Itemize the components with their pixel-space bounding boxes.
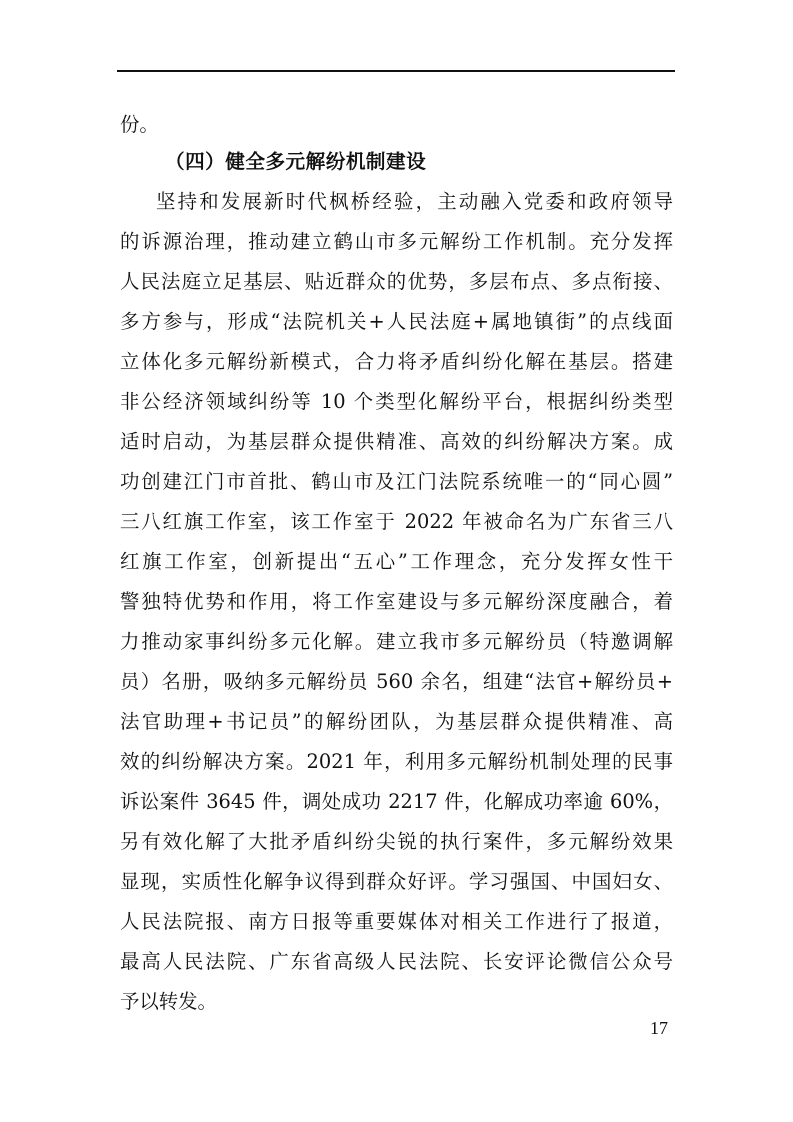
paragraph-line: 诉讼案件 3645 件，调处成功 2217 件，化解成功率逾 60%， <box>120 790 673 813</box>
page-number: 17 <box>650 1018 668 1038</box>
paragraph-line: 员）名册，吸纳多元解纷员 560 余名，组建“法官+解纷员+ <box>120 670 673 693</box>
paragraph-line: 人民法庭立足基层、贴近群众的优势，多层布点、多点衔接、 <box>120 270 673 293</box>
paragraph-line: 三八红旗工作室，该工作室于 2022 年被命名为广东省三八 <box>120 510 673 533</box>
section-heading: （四）健全多元解纷机制建设 <box>165 150 427 173</box>
paragraph-line: 另有效化解了大批矛盾纠纷尖锐的执行案件，多元解纷效果 <box>120 830 673 853</box>
header-rule <box>117 70 675 72</box>
paragraph-line: 的诉源治理，推动建立鹤山市多元解纷工作机制。充分发挥 <box>120 230 673 253</box>
paragraph-line: 予以转发。 <box>120 990 217 1013</box>
paragraph-line: 红旗工作室，创新提出“五心”工作理念，充分发挥女性干 <box>120 550 673 573</box>
paragraph-line: 显现，实质性化解争议得到群众好评。学习强国、中国妇女、 <box>120 870 673 893</box>
paragraph-line: 警独特优势和作用，将工作室建设与多元解纷深度融合，着 <box>120 590 673 613</box>
paragraph-line: 最高人民法院、广东省高级人民法院、长安评论微信公众号 <box>120 950 673 973</box>
paragraph-line: 立体化多元解纷新模式，合力将矛盾纠纷化解在基层。搭建 <box>120 350 673 373</box>
paragraph-line: 适时启动，为基层群众提供精准、高效的纠纷解决方案。成 <box>120 430 673 453</box>
paragraph-line: 多方参与，形成“法院机关+人民法庭+属地镇街”的点线面 <box>120 310 673 333</box>
paragraph-line: 非公经济领域纠纷等 10 个类型化解纷平台，根据纠纷类型 <box>120 390 673 413</box>
carry-over-line: 份。 <box>120 113 159 136</box>
paragraph-line: 坚持和发展新时代枫桥经验，主动融入党委和政府领导 <box>156 190 673 213</box>
paragraph-line: 力推动家事纠纷多元化解。建立我市多元解纷员（特邀调解 <box>120 630 673 653</box>
paragraph-line: 法官助理+书记员”的解纷团队，为基层群众提供精准、高 <box>120 710 673 733</box>
paragraph-line: 人民法院报、南方日报等重要媒体对相关工作进行了报道， <box>120 910 673 933</box>
paragraph-line: 功创建江门市首批、鹤山市及江门法院系统唯一的“同心圆” <box>120 470 673 493</box>
paragraph-line: 效的纠纷解决方案。2021 年，利用多元解纷机制处理的民事 <box>120 750 673 773</box>
